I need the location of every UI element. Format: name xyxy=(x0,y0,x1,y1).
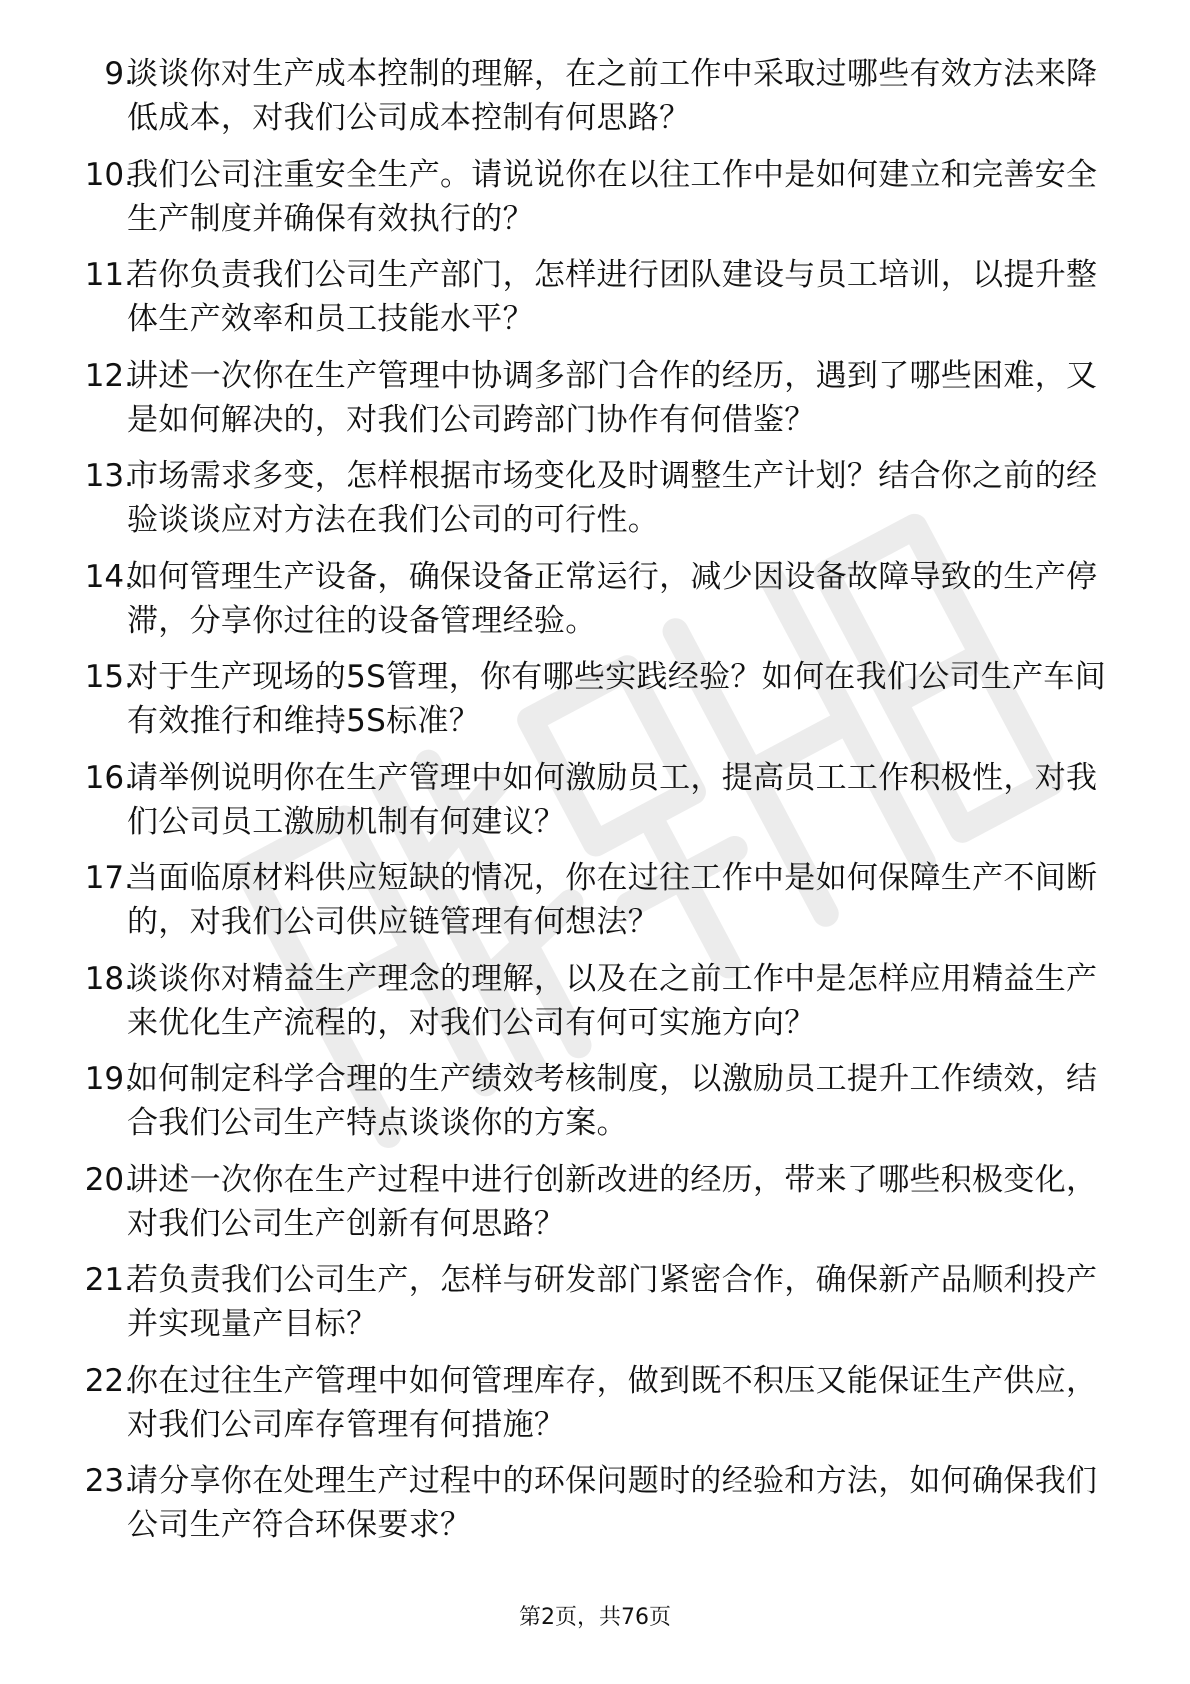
question-number: 16. xyxy=(84,759,134,796)
question-text: 若你负责我们公司生产部门，怎样进行团队建设与员工培训，以提升整体生产效率和员工技能水平？ xyxy=(127,257,1098,337)
question-text: 讲述一次你在生产过程中进行创新改进的经历，带来了哪些积极变化，对我们公司生产创新有何思路？ xyxy=(127,1161,1098,1242)
question-number: 22. xyxy=(84,1362,134,1399)
question-text: 如何制定科学合理的生产绩效考核制度，以激励员工提升工作绩效，结合我们公司生产特点谈谈你的方案。 xyxy=(127,1061,1098,1141)
list-item xyxy=(0,354,1190,455)
question-text: 请分享你在处理生产过程中的环保问题时的经验和方法，如何确保我们公司生产符合环保要求？ xyxy=(127,1463,1098,1543)
question-text: 讲述一次你在生产管理中协调多部门合作的经历，遇到了哪些困难，又是如何解决的，对我们公司跨部门协作有何借鉴？ xyxy=(127,357,1098,438)
list-item xyxy=(0,1158,1190,1259)
question-number: 21. xyxy=(84,1262,134,1298)
page-footer xyxy=(0,1604,1190,1632)
list-item xyxy=(0,454,1190,555)
question-number: 15. xyxy=(84,659,134,695)
question-text: 如何管理生产设备，确保设备正常运行，减少因设备故障导致的生产停滞，分享你过往的设备管理经验。 xyxy=(127,558,1098,639)
question-number: 13. xyxy=(84,458,134,494)
list-item xyxy=(0,253,1190,354)
question-number: 18. xyxy=(84,960,134,997)
question-text: 若负责我们公司生产，怎样与研发部门紧密合作，确保新产品顺利投产并实现量产目标？ xyxy=(127,1262,1098,1342)
question-list xyxy=(0,52,1190,1560)
question-text: 我们公司注重安全生产。请说说你在以往工作中是如何建立和完善安全生产制度并确保有效执行的？ xyxy=(127,156,1098,237)
question-number: 20. xyxy=(84,1161,134,1198)
question-number: 17. xyxy=(84,860,134,896)
question-text: 对于生产现场的5S管理，你有哪些实践经验？如何在我们公司生产车间有效推行和维持5S标准？ xyxy=(127,659,1106,739)
question-text: 谈谈你对精益生产理念的理解，以及在之前工作中是怎样应用精益生产来优化生产流程的，对我们公司有何可实施方向？ xyxy=(127,960,1098,1041)
page-number-label: 第2页，共76页 xyxy=(519,1605,671,1630)
question-text: 市场需求多变，怎样根据市场变化及时调整生产计划？结合你之前的经验谈谈应对方法在我们公司的可行性。 xyxy=(127,458,1098,538)
question-text: 你在过往生产管理中如何管理库存，做到既不积压又能保证生产供应，对我们公司库存管理有何措施？ xyxy=(127,1362,1098,1443)
list-item xyxy=(0,1359,1190,1460)
list-item xyxy=(0,153,1190,254)
question-number: 11. xyxy=(84,257,134,293)
question-number: 14. xyxy=(84,558,134,595)
list-item xyxy=(0,655,1190,756)
list-item xyxy=(0,856,1190,957)
list-item xyxy=(0,1258,1190,1359)
question-text: 谈谈你对生产成本控制的理解，在之前工作中采取过哪些有效方法来降低成本，对我们公司成本控制有何思路？ xyxy=(127,56,1098,136)
question-number: 12. xyxy=(84,357,134,394)
question-number: 23. xyxy=(84,1463,134,1499)
list-item xyxy=(0,957,1190,1058)
question-number: 10. xyxy=(84,156,134,193)
list-item xyxy=(0,555,1190,656)
list-item xyxy=(0,756,1190,857)
list-item xyxy=(0,1459,1190,1560)
list-item xyxy=(0,1057,1190,1158)
list-item xyxy=(0,52,1190,153)
question-number: 9. xyxy=(104,56,134,92)
question-text: 当面临原材料供应短缺的情况，你在过往工作中是如何保障生产不间断的，对我们公司供应链管理有何想法？ xyxy=(127,860,1098,940)
question-number: 19. xyxy=(84,1061,134,1097)
question-text: 请举例说明你在生产管理中如何激励员工，提高员工工作积极性，对我们公司员工激励机制有何建议？ xyxy=(127,759,1098,840)
